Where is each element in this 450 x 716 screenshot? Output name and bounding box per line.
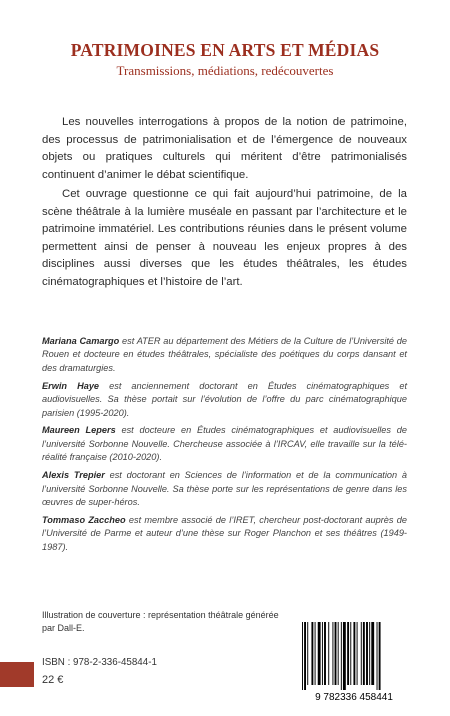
barcode-bar (328, 622, 329, 685)
barcode-bar (335, 622, 337, 685)
author-bio-text: est docteure en Études cinématographiques et audiovisuelles de l’université Sorbonne Nouvelle. Chercheuse associée à l’IRCAV, elle travaille sur la télé-réalité française (2010-2020). (42, 425, 407, 463)
barcode-bars (302, 622, 381, 690)
barcode-bar (322, 622, 323, 685)
barcode-bar (315, 622, 316, 685)
barcode-bar (361, 622, 362, 685)
barcode-bar (363, 622, 365, 685)
price-text: 22 € (42, 674, 64, 686)
barcode-bar (357, 622, 358, 685)
barcode-bar (353, 622, 355, 685)
author-name: Tommaso Zaccheo (42, 514, 126, 525)
author-bio (42, 469, 407, 509)
barcode-bar (350, 622, 351, 685)
barcode-bar (347, 622, 349, 685)
illustration-credit: Illustration de couverture : représentation théâtrale générée par Dall-E. (42, 610, 279, 633)
barcode-bar (311, 622, 313, 685)
barcode (298, 620, 410, 704)
barcode-number: 9 782336 458441 (315, 692, 393, 703)
barcode-bar (369, 622, 370, 685)
author-bio-text: est membre associé de l’IRET, chercheur post-doctorant auprès de l’Université de Parme et auteur d’une thèse sur Roger Planchon et ses théâtres (1949-1987). (42, 514, 407, 552)
author-name: Mariana Camargo (42, 336, 120, 346)
barcode-bar (304, 622, 306, 690)
barcode-bar (324, 622, 326, 685)
author-name: Erwin Haye (42, 380, 100, 391)
book-subtitle: Transmissions, médiations, redécouvertes (116, 63, 334, 78)
barcode-bar (338, 622, 339, 685)
barcode-bar (302, 622, 303, 690)
accent-bar (0, 662, 34, 687)
barcode-bar (307, 622, 308, 685)
author-bio (42, 335, 407, 375)
barcode-bar (366, 622, 368, 685)
author-name: Maureen Lepers (42, 425, 116, 436)
barcode-bar (341, 622, 342, 690)
summary-paragraph-1: Les nouvelles interrogations à propos de la notion de patrimoine, des processus de patrimonialisation et de l’émergence de nouveaux objets ou pratiques culturels qui méritent d’être patrimonialisés continuent d’animer le débat scientifique. (42, 116, 407, 181)
author-name: Alexis Trepier (42, 470, 105, 481)
author-bio-text: est doctorant en Sciences de l’information et de la communication à l’université Sorbonne Nouvelle. Sa thèse porte sur les représentations de genre dans les œuvres de super-héros. (42, 470, 407, 507)
barcode-bar (377, 622, 378, 690)
author-bio-text: est ATER au département des Métiers de la Culture de l’Université de Rouen et docteure en études théâtrales, spécialiste des poétiques du corps dansant et des dramaturgies. (42, 336, 407, 373)
isbn-text: ISBN : 978-2-336-45844-1 (42, 657, 157, 668)
barcode-bar (343, 622, 346, 690)
barcode-bar (318, 622, 321, 685)
barcode-bar (332, 622, 333, 685)
summary-paragraph-2: Cet ouvrage questionne ce qui fait aujourd’hui patrimoine, de la scène théâtrale à la lumière muséale en passant par l’architecture et le patrimoine immatériel. Les contributions réunies dans le présent volume permettent ainsi de penser à nouveau les enjeux propres à des disciplines aussi diverses que les études théâtrales, les études cinématographiques et l’histoire de l’art. (42, 188, 407, 288)
author-bio (42, 380, 407, 420)
author-bio (42, 514, 407, 554)
author-bio-text: est anciennement doctorant en Études cinématographiques et audiovisuelles. Sa thèse portait sur l’évolution de l’offre du parc cinématographique parisien (1995-2020). (42, 380, 408, 418)
barcode-bar (371, 622, 374, 685)
author-bio (42, 424, 407, 464)
author-bios (42, 335, 407, 559)
barcode-bar (379, 622, 381, 690)
book-title: PATRIMOINES EN ARTS ET MÉDIAS (70, 40, 380, 60)
